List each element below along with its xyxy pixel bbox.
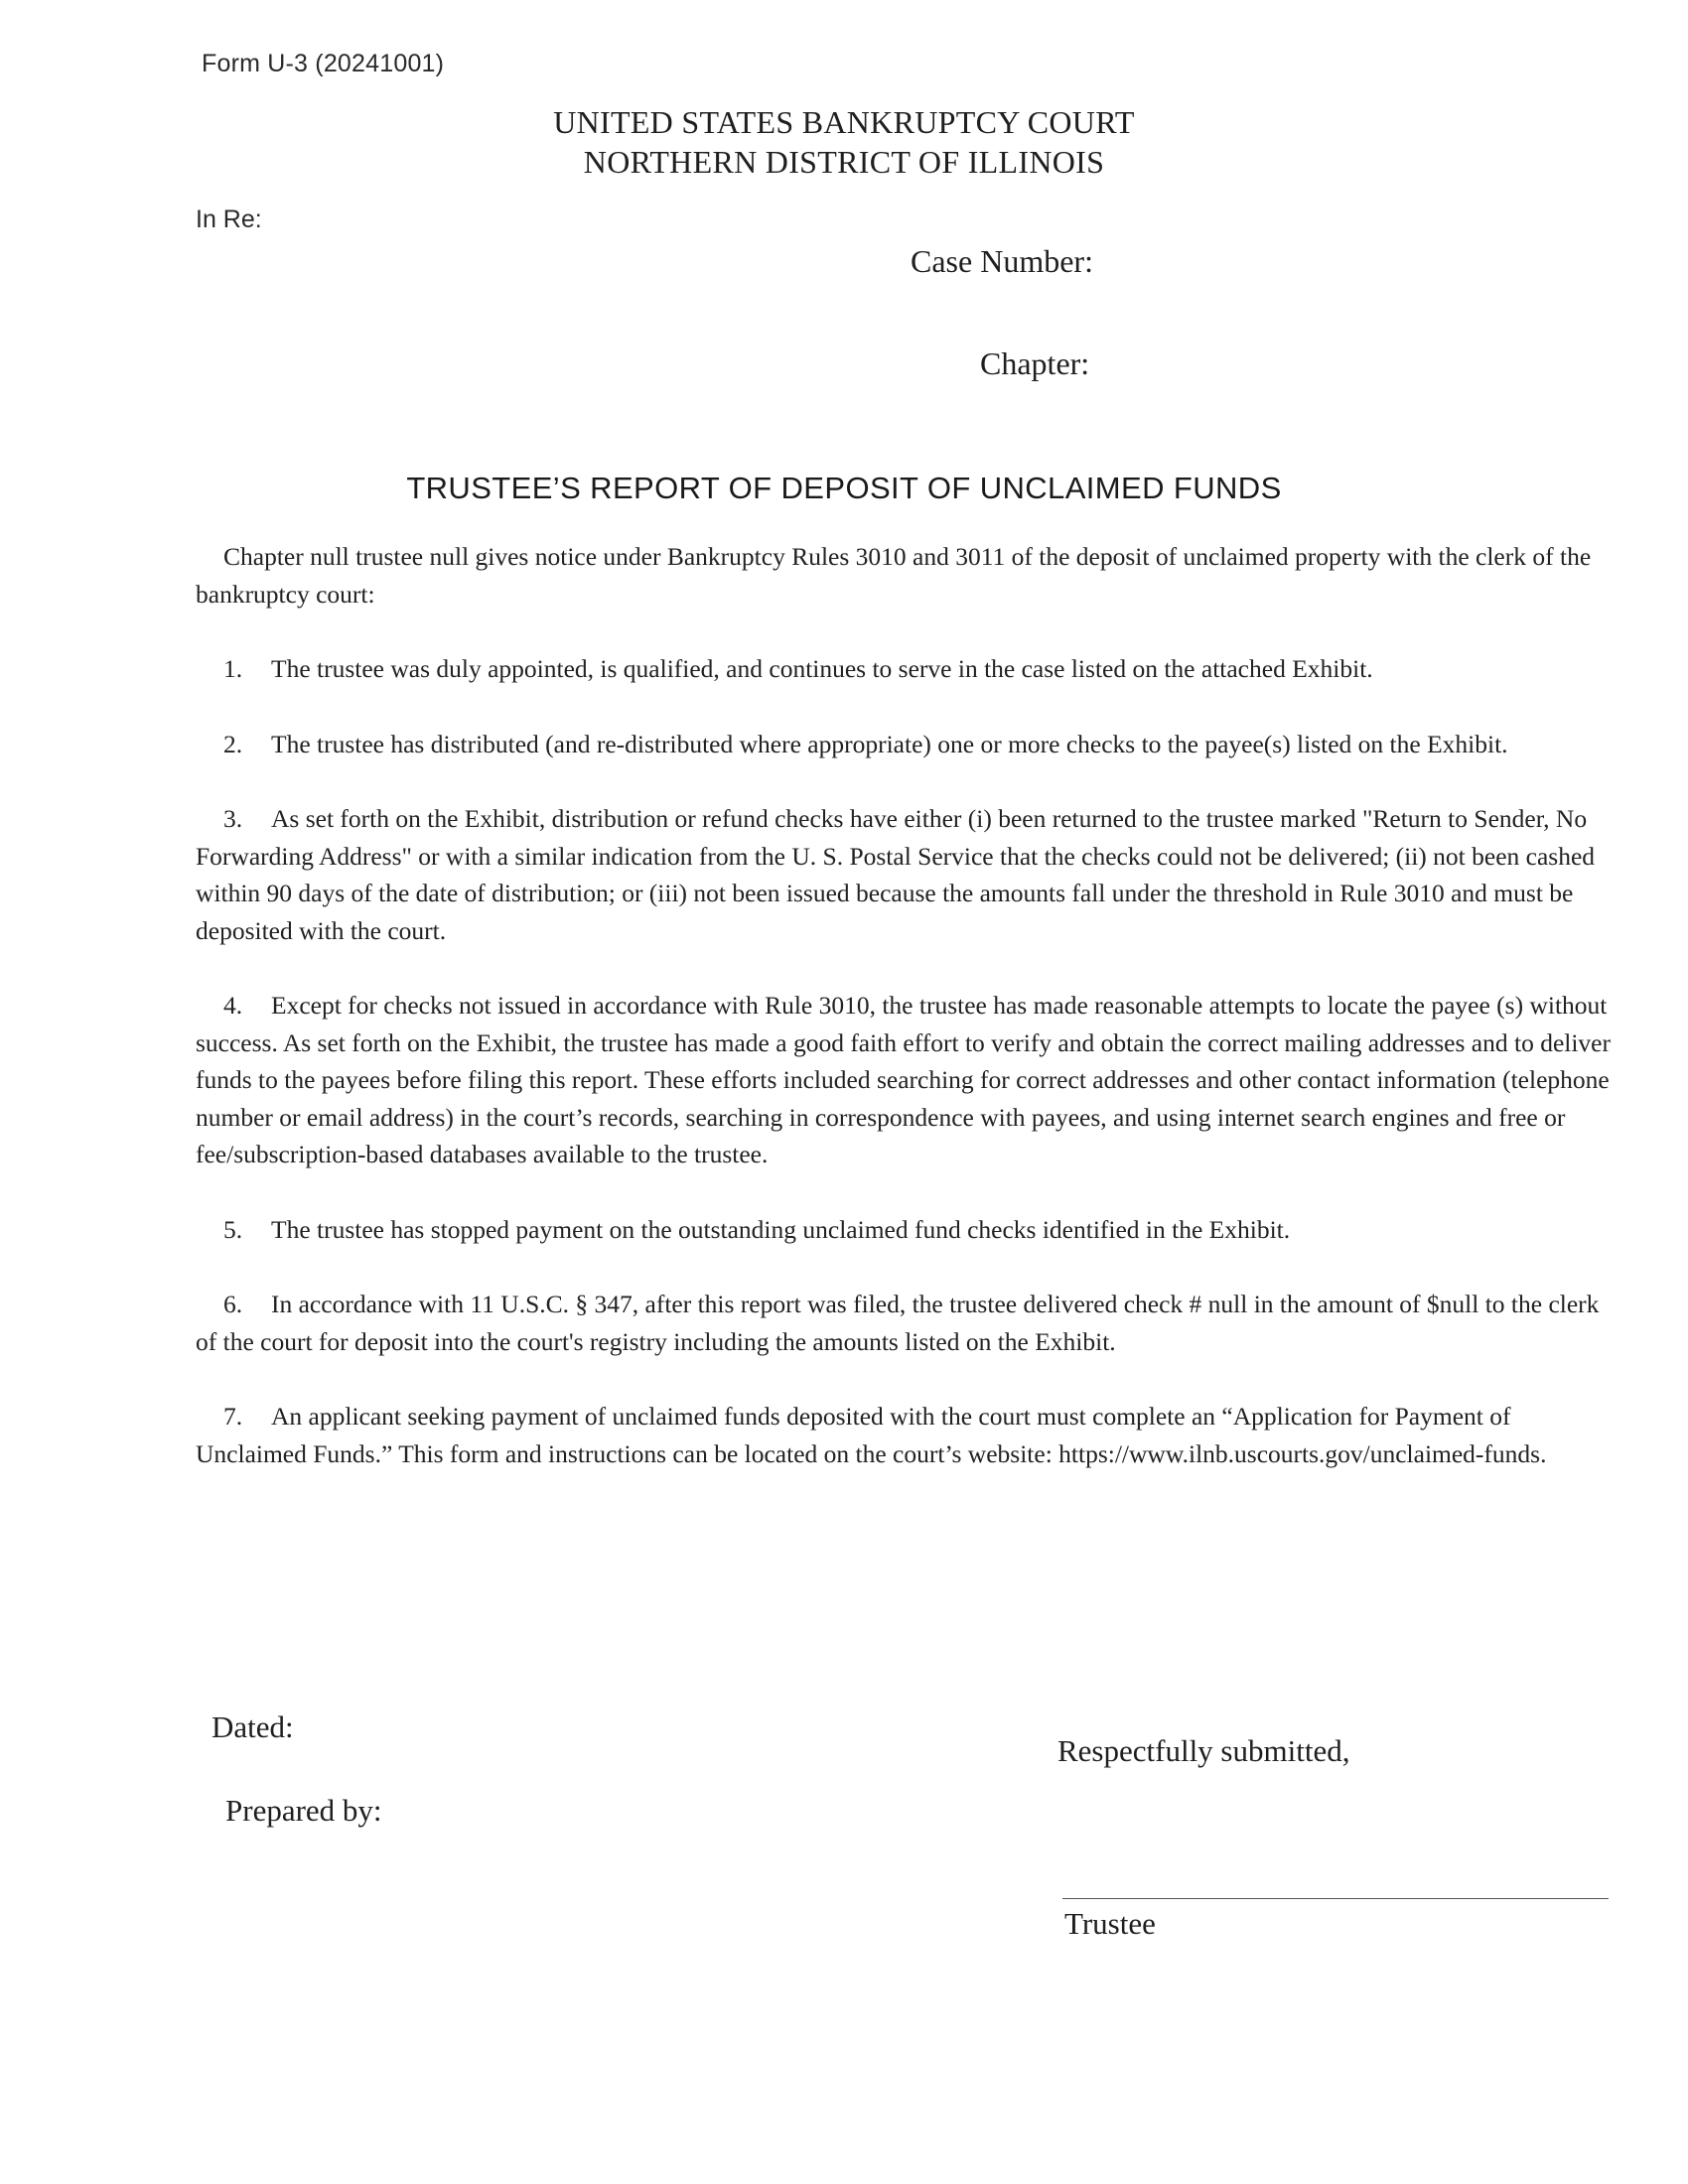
item-text: Except for checks not issued in accordance with Rule 3010, the trustee has made reasonable attempts to locate the payee (s) without success. As set forth on the Exhibit, the trustee has made a good faith effort to verify and obtain the correct mailing addresses and to deliver funds to the payees before filing this report. These efforts included searching for correct addresses and other contact information (telephone number or email address) in the court’s records, searching in correspondence with payees, and using internet search engines and free or fee/subscription-based databases available to the trustee.	[196, 991, 1611, 1168]
item-text: An applicant seeking payment of unclaimed funds deposited with the court must complete an “Application for Payment of Unclaimed Funds.” This form and instructions can be located on the court’s website: https://www.ilnb.uscourts.gov/unclaimed-funds.	[196, 1402, 1547, 1468]
respectfully-submitted: Respectfully submitted,	[1057, 1733, 1350, 1768]
item-number: 3.	[223, 804, 243, 833]
item-text: The trustee was duly appointed, is qualified, and continues to serve in the case listed on the attached Exhibit.	[271, 654, 1373, 683]
item-text: In accordance with 11 U.S.C. § 347, after this report was filed, the trustee delivered check # null in the amount of $null to the clerk of the court for deposit into the court's registry including the amounts listed on the Exhibit.	[196, 1290, 1600, 1356]
item-1	[196, 650, 1616, 688]
dated-label: Dated:	[211, 1709, 294, 1744]
court-header	[0, 102, 1688, 182]
report-body	[196, 538, 1616, 1510]
trustee-label: Trustee	[1064, 1906, 1156, 1941]
item-number: 7.	[223, 1402, 243, 1431]
item-number: 6.	[223, 1290, 243, 1318]
prepared-by-label: Prepared by:	[225, 1793, 382, 1828]
item-text: The trustee has distributed (and re-distributed where appropriate) one or more checks to the payee(s) listed on the Exhibit.	[271, 729, 1508, 758]
court-name: UNITED STATES BANKRUPTCY COURT	[553, 104, 1135, 140]
item-number: 4.	[223, 991, 243, 1020]
item-number: 1.	[223, 654, 243, 683]
item-2	[196, 726, 1616, 763]
item-number: 2.	[223, 729, 243, 758]
item-text: As set forth on the Exhibit, distribution or refund checks have either (i) been returned to the trustee marked "Return to Sender, No Forwarding Address" or with a similar indication from the U. S. Postal Service that the checks could not be delivered; (ii) not been cashed within 90 days of the date of distribution; or (iii) not been issued because the amounts fall under the threshold in Rule 3010 and must be deposited with the court.	[196, 804, 1596, 945]
item-6	[196, 1286, 1616, 1360]
item-7	[196, 1398, 1616, 1472]
item-text: The trustee has stopped payment on the outstanding unclaimed fund checks identified in the Exhibit.	[271, 1214, 1291, 1244]
court-district: NORTHERN DISTRICT OF ILLINOIS	[583, 144, 1105, 180]
signature-line	[1062, 1898, 1609, 1899]
item-number: 5.	[223, 1214, 243, 1244]
item-5	[196, 1211, 1616, 1249]
form-id: Form U-3 (20241001)	[202, 50, 445, 77]
item-4	[196, 987, 1616, 1173]
document-title: TRUSTEE’S REPORT OF DEPOSIT OF UNCLAIMED FUNDS	[406, 471, 1282, 505]
chapter-label: Chapter:	[980, 345, 1090, 381]
case-number-label: Case Number:	[911, 243, 1093, 279]
item-3	[196, 800, 1616, 949]
in-re-label: In Re:	[196, 205, 262, 233]
intro-paragraph: Chapter null trustee null gives notice under Bankruptcy Rules 3010 and 3011 of the deposit of unclaimed property with the clerk of the bankruptcy court:	[196, 542, 1592, 609]
